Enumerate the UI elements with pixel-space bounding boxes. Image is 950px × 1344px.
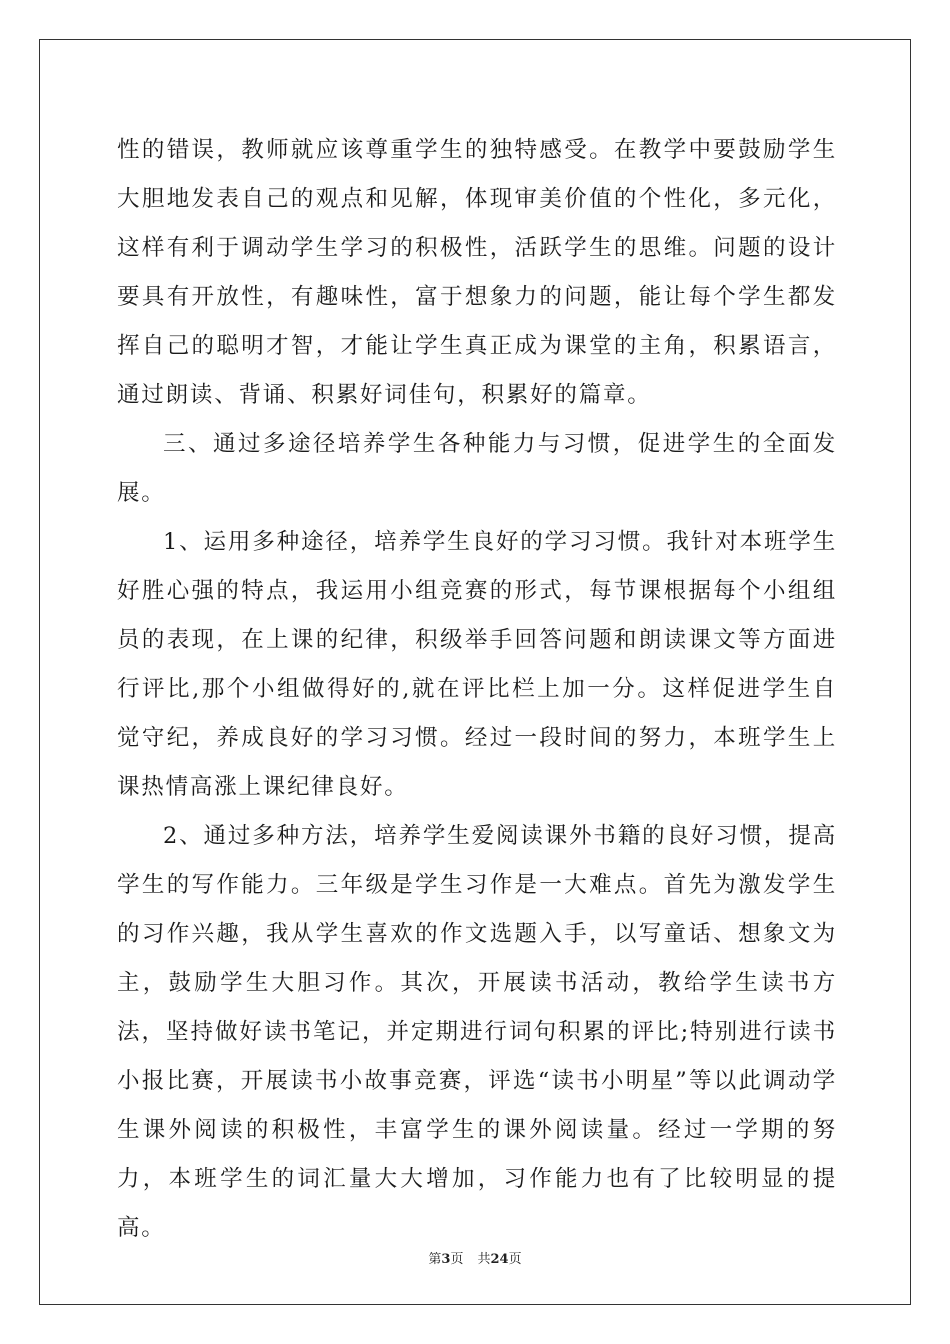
paragraph-continuation: 性的错误，教师就应该尊重学生的独特感受。在教学中要鼓励学生大胆地发表自己的观点和见解，体现审美价值的个性化，多元化，这样有利于调动学生学习的积极性，活跃学生的思维。问题的设计要具有开放性，有趣味性，富于想象力的问题，能让每个学生都发挥自己的聪明才智，才能让学生真正成为课堂的主角，积累语言，通过朗读、背诵、积累好词佳句，积累好的篇章。 bbox=[117, 137, 837, 408]
page-prefix: 第 bbox=[428, 1252, 442, 1267]
page-suffix: 页 bbox=[450, 1252, 464, 1267]
document-body bbox=[117, 126, 837, 1253]
paragraph-item-2: 2、通过多种方法，培养学生爱阅读课外书籍的良好习惯，提高学生的写作能力。三年级是学生习作是一大难点。首先为激发学生的习作兴趣，我从学生喜欢的作文选题入手，以写童话、想象文为主，鼓励学生大胆习作。其次，开展读书活动，教给学生读书方法，坚持做好读书笔记，并定期进行词句积累的评比;特别进行读书小报比赛，开展读书小故事竞赛，评选“读书小明星”等以此调动学生课外阅读的积极性，丰富学生的课外阅读量。经过一学期的努力，本班学生的词汇量大大增加，习作能力也有了比较明显的提高。 bbox=[117, 823, 837, 1241]
paragraph-item-1: 1、运用多种途径，培养学生良好的学习习惯。我针对本班学生好胜心强的特点，我运用小组竞赛的形式，每节课根据每个小组组员的表现，在上课的纪律，积级举手回答问题和朗读课文等方面进行评比,那个小组做得好的,就在评比栏上加一分。这样促进学生自觉守纪，养成良好的学习习惯。经过一段时间的努力，本班学生上课热情高涨上课纪律良好。 bbox=[117, 529, 837, 800]
total-pages: 24 bbox=[490, 1252, 509, 1267]
total-suffix: 页 bbox=[508, 1252, 522, 1267]
section-heading-three: 三、通过多途径培养学生各种能力与习惯，促进学生的全面发展。 bbox=[117, 431, 837, 506]
page-footer bbox=[0, 1248, 950, 1267]
page-number: 3 bbox=[441, 1252, 451, 1267]
total-prefix: 共 bbox=[477, 1252, 491, 1267]
